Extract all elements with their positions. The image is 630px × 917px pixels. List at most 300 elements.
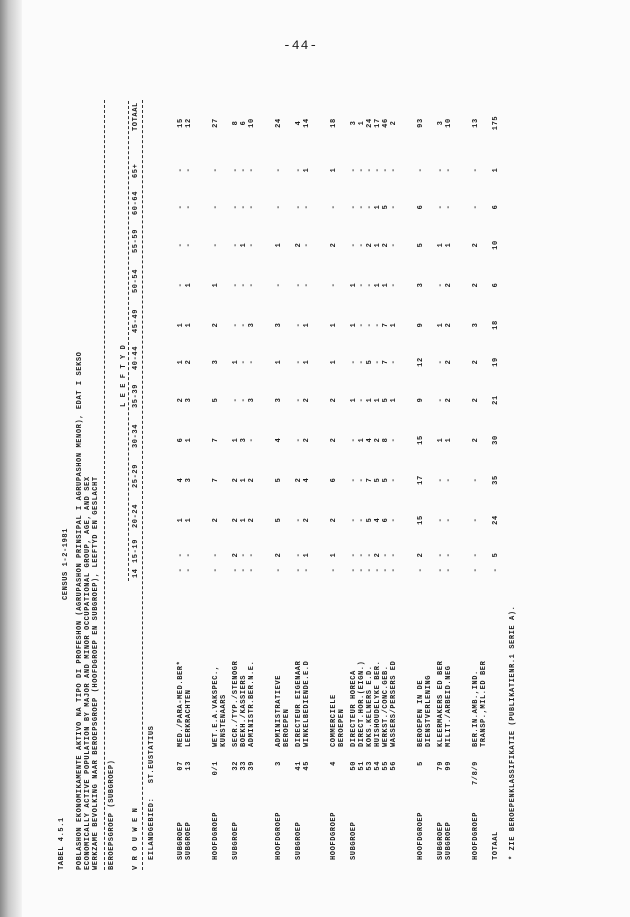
value-cell: - — [185, 552, 193, 558]
value-cell: 4 — [177, 477, 185, 483]
value-cell: 1 — [275, 359, 283, 365]
row-level-label: HOOFDGROEP — [212, 811, 220, 860]
row-description: ADMINISTRATIEVE — [275, 674, 283, 747]
value-cell: 2 — [472, 359, 480, 365]
divider — [142, 100, 143, 870]
value-cell: - — [303, 242, 311, 248]
value-cell: - — [295, 204, 303, 210]
value-cell: - — [303, 567, 311, 573]
value-cell: 1 — [445, 437, 453, 443]
row-level-label: HOOFDGROEP — [330, 811, 338, 860]
row-description: WERKST./CONC.GEB. — [382, 665, 390, 747]
value-cell: - — [212, 204, 220, 210]
value-cell: 2 — [330, 437, 338, 443]
value-cell: 3 — [185, 397, 193, 403]
value-cell: - — [382, 567, 390, 573]
value-cell: - — [295, 397, 303, 403]
value-cell: 30 — [492, 435, 500, 445]
title-dutch: WERKZAME BEVOLKING NAAR BEROEPSGROEP (HOOFDGROEP EN SUBGROEP), LEEFTYD EN GESLACHT — [92, 476, 100, 870]
row-continuation — [283, 0, 291, 917]
value-cell: 1 — [437, 242, 445, 248]
row-continuation — [220, 0, 228, 917]
value-cell: - — [212, 567, 220, 573]
row-description: WET.E.A.VAKSPEC., — [212, 665, 220, 747]
value-cell: 3 — [350, 120, 358, 126]
row-code: 39 — [248, 761, 256, 771]
value-cell: 13 — [472, 118, 480, 128]
value-cell: 5 — [382, 397, 390, 403]
row-code: 7/8/9 — [472, 761, 480, 786]
table-body — [148, 0, 517, 917]
value-cell: 1 — [437, 322, 445, 328]
value-cell: - — [390, 517, 398, 523]
value-cell: - — [240, 552, 248, 558]
row-group — [437, 0, 453, 917]
value-cell: 1 — [358, 437, 366, 443]
value-cell: 1 — [350, 397, 358, 403]
value-cell: 2 — [248, 517, 256, 523]
table-row — [492, 0, 500, 917]
value-cell: 2 — [303, 437, 311, 443]
value-cell: 1 — [177, 517, 185, 523]
value-cell: - — [382, 167, 390, 173]
value-cell: - — [240, 322, 248, 328]
value-cell: - — [366, 322, 374, 328]
value-cell: 10 — [248, 118, 256, 128]
value-cell: - — [232, 397, 240, 403]
row-description: HUISHOUDELYKE BER. — [374, 660, 382, 747]
sex-label: V R O U W E N — [132, 807, 140, 870]
value-cell: - — [472, 204, 480, 210]
row-level-label: SUBGROEP — [295, 821, 303, 860]
group-label: BEROEPSGROEP (SUBGROEP) — [108, 759, 116, 870]
title-english: ECONOMICALLY ACTIVE POPULATION BY MAJOR AND MINOR OCCUPATIONAL GROUP, AGE, AND SEX — [84, 476, 92, 870]
value-cell: - — [240, 167, 248, 173]
value-cell: 6 — [177, 437, 185, 443]
row-code: 0/1 — [212, 761, 220, 776]
row-description: BEROEPEN — [283, 708, 291, 747]
value-cell: - — [232, 204, 240, 210]
value-cell: 1 — [240, 517, 248, 523]
value-cell: 21 — [492, 395, 500, 405]
table-row — [390, 0, 398, 917]
value-cell: 2 — [390, 120, 398, 126]
value-cell: 1 — [303, 552, 311, 558]
value-cell: 1 — [492, 167, 500, 173]
value-cell: 6 — [240, 120, 248, 126]
value-cell: 2 — [248, 477, 256, 483]
row-description: BER.IN.AMB.,IND. — [472, 670, 480, 747]
column-header: 50-54 — [132, 268, 140, 293]
row-group — [177, 0, 193, 917]
value-cell: 2 — [212, 517, 220, 523]
value-cell: - — [350, 359, 358, 365]
row-level-label: SUBGROEP — [177, 821, 185, 860]
value-cell: 2 — [417, 552, 425, 558]
value-cell: - — [437, 359, 445, 365]
value-cell: 2 — [275, 552, 283, 558]
value-cell: - — [295, 552, 303, 558]
value-cell: - — [437, 517, 445, 523]
value-cell: 3 — [275, 397, 283, 403]
value-cell: 3 — [240, 437, 248, 443]
table-row — [382, 0, 390, 917]
value-cell: 8 — [232, 120, 240, 126]
value-cell: - — [390, 567, 398, 573]
divider — [104, 100, 105, 870]
value-cell: 1 — [275, 242, 283, 248]
value-cell: 1 — [212, 282, 220, 288]
value-cell: - — [358, 397, 366, 403]
value-cell: - — [232, 567, 240, 573]
value-cell: - — [350, 204, 358, 210]
region-heading — [148, 0, 156, 917]
value-cell: - — [390, 204, 398, 210]
value-cell: 2 — [374, 437, 382, 443]
value-cell: - — [472, 167, 480, 173]
value-cell: - — [177, 167, 185, 173]
value-cell: - — [240, 397, 248, 403]
value-cell: 1 — [185, 282, 193, 288]
value-cell: - — [374, 359, 382, 365]
value-cell: 10 — [492, 240, 500, 250]
value-cell: - — [382, 552, 390, 558]
value-cell: - — [390, 282, 398, 288]
value-cell: 2 — [177, 397, 185, 403]
row-description: LEERKRACHTEN — [185, 689, 193, 747]
value-cell: - — [358, 322, 366, 328]
column-header: 60-64 — [132, 190, 140, 215]
value-cell: - — [275, 204, 283, 210]
value-cell: 1 — [232, 359, 240, 365]
value-cell: - — [366, 567, 374, 573]
value-cell: 3 — [185, 477, 193, 483]
value-cell: 1 — [330, 167, 338, 173]
value-cell: 2 — [472, 397, 480, 403]
value-cell: - — [437, 204, 445, 210]
table-row — [275, 0, 283, 917]
value-cell: 2 — [232, 477, 240, 483]
row-description: TRANSP.,MIL.ED BER — [480, 660, 488, 747]
table-row — [437, 0, 445, 917]
row-code: 79 — [437, 761, 445, 771]
value-cell: 7 — [366, 477, 374, 483]
value-cell: - — [185, 167, 193, 173]
value-cell: 2 — [366, 242, 374, 248]
value-cell: - — [358, 517, 366, 523]
row-description: DIRECTEUR HORECA — [350, 670, 358, 747]
value-cell: 2 — [185, 359, 193, 365]
value-cell: - — [350, 552, 358, 558]
row-code: 07 — [177, 761, 185, 771]
value-cell: - — [248, 204, 256, 210]
row-description: BEROEPEN — [338, 708, 346, 747]
value-cell: 1 — [437, 437, 445, 443]
value-cell: 2 — [330, 517, 338, 523]
value-cell: 2 — [303, 517, 311, 523]
value-cell: 5 — [417, 242, 425, 248]
value-cell: - — [248, 567, 256, 573]
value-cell: 2 — [330, 397, 338, 403]
table-row — [212, 0, 220, 917]
value-cell: - — [437, 167, 445, 173]
value-cell: 2 — [445, 359, 453, 365]
value-cell: - — [472, 567, 480, 573]
value-cell: 93 — [417, 118, 425, 128]
value-cell: 15 — [417, 435, 425, 445]
row-description: SECR./TYP./STENOGR — [232, 660, 240, 747]
row-description: WASSERS/PERSERS ED — [390, 660, 398, 747]
value-cell: - — [295, 517, 303, 523]
table-id: TABEL 4.5.1 — [58, 817, 66, 870]
value-cell: 3 — [472, 322, 480, 328]
value-cell: - — [177, 552, 185, 558]
value-cell: 5 — [275, 477, 283, 483]
value-cell: - — [177, 204, 185, 210]
value-cell: 5 — [212, 397, 220, 403]
row-description: WINKELBEDIENDE.E.D — [303, 660, 311, 747]
value-cell: - — [212, 167, 220, 173]
row-description: ADMINISTR.BER.N.E. — [248, 660, 256, 747]
value-cell: 2 — [472, 437, 480, 443]
value-cell: - — [358, 359, 366, 365]
value-cell: 1 — [374, 282, 382, 288]
value-cell: 24 — [366, 118, 374, 128]
value-cell: 2 — [382, 242, 390, 248]
value-cell: - — [350, 477, 358, 483]
value-cell: - — [295, 567, 303, 573]
value-cell: - — [303, 282, 311, 288]
footnote — [509, 0, 517, 917]
value-cell: 17 — [374, 118, 382, 128]
value-cell: 1 — [330, 322, 338, 328]
value-cell: - — [472, 552, 480, 558]
row-description: DIRECTEUR EIGENAAR — [295, 660, 303, 747]
value-cell: 2 — [472, 282, 480, 288]
value-cell: 5 — [366, 517, 374, 523]
value-cell: 1 — [350, 282, 358, 288]
row-code: 99 — [445, 761, 453, 771]
page-number: -44- — [283, 38, 319, 53]
value-cell: 1 — [240, 477, 248, 483]
value-cell: 1 — [366, 397, 374, 403]
value-cell: 4 — [374, 517, 382, 523]
value-cell: 19 — [492, 357, 500, 367]
value-cell: - — [437, 397, 445, 403]
table-row — [185, 0, 193, 917]
table-row — [472, 0, 480, 917]
value-cell: 35 — [492, 475, 500, 485]
value-cell: 3 — [275, 322, 283, 328]
value-cell: 1 — [330, 552, 338, 558]
value-cell: - — [248, 282, 256, 288]
row-description: MILIT./ARBEID.NEG — [445, 665, 453, 747]
value-cell: - — [445, 552, 453, 558]
row-description: BOEKH./KASSIERS — [240, 674, 248, 747]
value-cell: - — [445, 567, 453, 573]
value-cell: - — [374, 322, 382, 328]
divider — [128, 101, 129, 581]
value-cell: 1 — [185, 322, 193, 328]
column-header: 55-59 — [132, 228, 140, 253]
value-cell: 46 — [382, 118, 390, 128]
row-description: KOKS.KELNERS E.D. — [366, 665, 374, 747]
value-cell: 6 — [492, 282, 500, 288]
value-cell: 1 — [303, 167, 311, 173]
value-cell: - — [212, 552, 220, 558]
value-cell: - — [445, 204, 453, 210]
value-cell: - — [366, 282, 374, 288]
value-cell: - — [240, 359, 248, 365]
title-papiamentu: POBLASHON EKONOMIKAMENTE AKTIVO NA TIPO DI PROFESHON (AGRUPASHON PRINSIPAL I AGRUPASHON MENOR), EDAT I SEKSO — [76, 351, 84, 870]
row-code: 50 — [350, 761, 358, 771]
value-cell: 2 — [295, 477, 303, 483]
table-row — [374, 0, 382, 917]
value-cell: - — [330, 282, 338, 288]
value-cell: 1 — [445, 242, 453, 248]
value-cell: 2 — [232, 517, 240, 523]
value-cell: - — [445, 167, 453, 173]
age-column-headers — [132, 0, 140, 917]
value-cell: 1 — [374, 204, 382, 210]
column-header: TOTAAL — [132, 102, 140, 131]
value-cell: - — [437, 477, 445, 483]
row-group — [472, 0, 488, 917]
value-cell: - — [240, 204, 248, 210]
value-cell: 14 — [303, 118, 311, 128]
column-header: 15-19 — [132, 538, 140, 563]
value-cell: 24 — [492, 515, 500, 525]
value-cell: - — [232, 242, 240, 248]
value-cell: 2 — [445, 397, 453, 403]
value-cell: 15 — [417, 515, 425, 525]
value-cell: - — [275, 167, 283, 173]
value-cell: - — [358, 204, 366, 210]
row-group — [232, 0, 256, 917]
row-group — [275, 0, 291, 917]
value-cell: - — [232, 167, 240, 173]
value-cell: - — [445, 477, 453, 483]
value-cell: 17 — [417, 475, 425, 485]
value-cell: - — [366, 167, 374, 173]
value-cell: 1 — [185, 517, 193, 523]
value-cell: - — [295, 282, 303, 288]
row-group — [330, 0, 346, 917]
value-cell: 175 — [492, 115, 500, 131]
region-label: EILANDGEBIED: ST.EUSTATIUS — [148, 725, 156, 860]
row-description: MED./PARA-MED.BER* — [177, 660, 185, 747]
value-cell: 2 — [330, 242, 338, 248]
row-code: 4 — [330, 761, 338, 766]
value-cell: 1 — [390, 397, 398, 403]
column-header: 35-39 — [132, 383, 140, 408]
value-cell: 2 — [232, 552, 240, 558]
value-cell: - — [240, 282, 248, 288]
value-cell: 7 — [382, 359, 390, 365]
column-header: 45-49 — [132, 308, 140, 333]
row-code: 54 — [374, 761, 382, 771]
value-cell: - — [275, 567, 283, 573]
value-cell: - — [248, 167, 256, 173]
value-cell: - — [232, 322, 240, 328]
value-cell: - — [417, 167, 425, 173]
value-cell: 6 — [330, 477, 338, 483]
value-cell: 5 — [382, 477, 390, 483]
value-cell: 8 — [382, 437, 390, 443]
value-cell: 5 — [275, 517, 283, 523]
value-cell: 3 — [212, 359, 220, 365]
value-cell: 3 — [417, 282, 425, 288]
row-level-label: SUBGROEP — [232, 821, 240, 860]
value-cell: 4 — [366, 437, 374, 443]
value-cell: 3 — [248, 322, 256, 328]
value-cell: - — [240, 567, 248, 573]
value-cell: - — [437, 567, 445, 573]
row-group — [212, 0, 228, 917]
row-code: 53 — [366, 761, 374, 771]
value-cell: - — [358, 242, 366, 248]
value-cell: 7 — [212, 477, 220, 483]
value-cell: - — [366, 552, 374, 558]
value-cell: 1 — [303, 322, 311, 328]
row-group — [417, 0, 433, 917]
table-row — [417, 0, 425, 917]
value-cell: 2 — [212, 322, 220, 328]
value-cell: - — [248, 552, 256, 558]
value-cell: - — [350, 567, 358, 573]
value-cell: 2 — [374, 552, 382, 558]
value-cell: - — [358, 167, 366, 173]
value-cell: - — [212, 242, 220, 248]
value-cell: 2 — [295, 242, 303, 248]
value-cell: 5 — [366, 359, 374, 365]
row-level-label: SUBGROEP — [437, 821, 445, 860]
value-cell: 5 — [492, 552, 500, 558]
row-continuation — [480, 0, 488, 917]
value-cell: 4 — [303, 477, 311, 483]
row-code: 55 — [382, 761, 390, 771]
value-cell: - — [374, 567, 382, 573]
value-cell: 2 — [445, 282, 453, 288]
column-header: 65+ — [132, 163, 140, 178]
value-cell: 1 — [303, 359, 311, 365]
value-cell: 3 — [437, 120, 445, 126]
value-cell: - — [390, 477, 398, 483]
value-cell: 10 — [445, 118, 453, 128]
value-cell: 1 — [358, 120, 366, 126]
value-cell: 4 — [295, 120, 303, 126]
value-cell: - — [390, 552, 398, 558]
value-cell: 2 — [472, 242, 480, 248]
value-cell: 5 — [374, 477, 382, 483]
value-cell: 1 — [177, 322, 185, 328]
value-cell: 5 — [382, 204, 390, 210]
value-cell: - — [472, 517, 480, 523]
row-description: COMMERCIELE — [330, 694, 338, 747]
value-cell: 7 — [212, 437, 220, 443]
row-code: 3 — [275, 761, 283, 766]
row-code: 45 — [303, 761, 311, 771]
value-cell: 1 — [390, 322, 398, 328]
value-cell: 18 — [492, 320, 500, 330]
value-cell: 9 — [417, 322, 425, 328]
value-cell: 3 — [248, 397, 256, 403]
value-cell: - — [248, 437, 256, 443]
value-cell: - — [303, 204, 311, 210]
value-cell: 1 — [374, 242, 382, 248]
footnote-text: * ZIE BEROEPENKLASSIFIKATIE (PUBLIKATIENR.1 SERIE A). — [509, 605, 517, 860]
value-cell: - — [295, 322, 303, 328]
